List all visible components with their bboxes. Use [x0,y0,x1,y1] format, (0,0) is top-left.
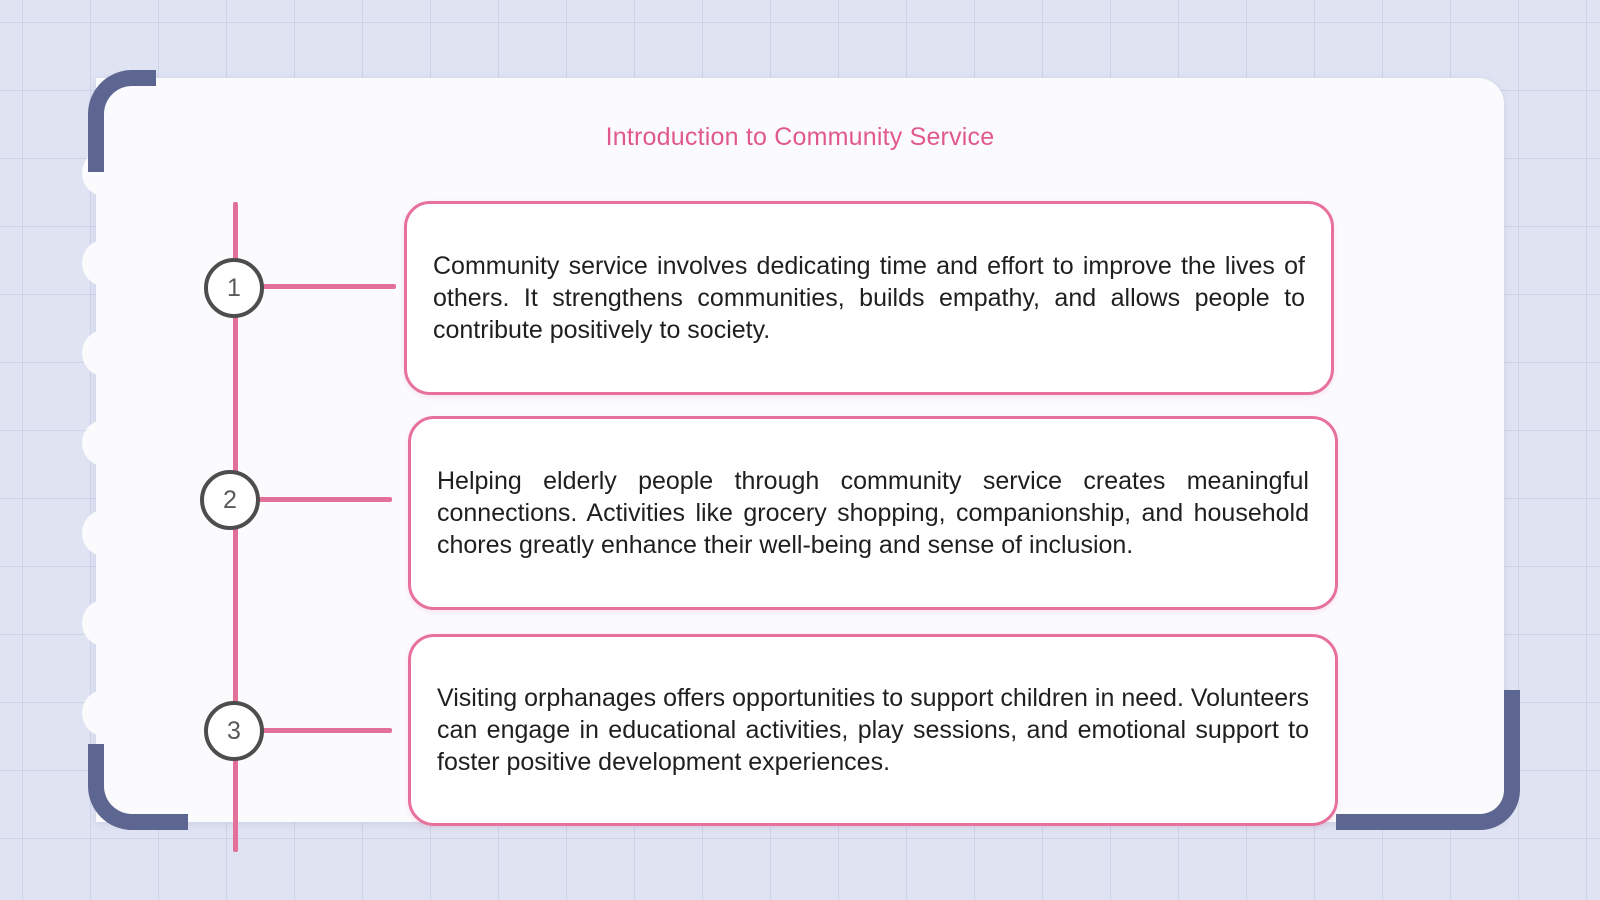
slide-title: Introduction to Community Service [605,123,995,151]
frame-corner-bottom-right [1336,690,1520,830]
frame-corner-top-left [88,70,156,172]
notebook-tab-notch [82,510,126,556]
step-number-2: 2 [200,470,260,530]
notebook-tab-notch [82,690,126,736]
notebook-tab-notch [82,330,126,376]
notebook-tab-notch [82,420,126,466]
notebook-tab-notch [82,240,126,286]
step-number-1: 1 [204,258,264,318]
step-description-3: Visiting orphanages offers opportunities to support children in need. Volunteers can engage in educational activities, play sessions, and emotional support to foster positive development experiences. [437,684,1309,776]
frame-corner-bottom-left [88,744,188,830]
step-description-2: Helping elderly people through community service creates meaningful connections. Activities like grocery shopping, companionship, and household chores greatly enhance their well-being and sense of inclusion. [437,467,1309,559]
step-description-1: Community service involves dedicating time and effort to improve the lives of others. It strengthens communities, builds empathy, and allows people to contribute positively to society. [433,252,1305,344]
step-number-3: 3 [204,701,264,761]
step-card-3 [408,634,1338,826]
step-card-2 [408,416,1338,610]
step-card-1 [404,201,1334,395]
timeline-connector [258,497,392,502]
notebook-tab-notch [82,600,126,646]
timeline-connector [262,728,392,733]
timeline-connector [262,284,396,289]
